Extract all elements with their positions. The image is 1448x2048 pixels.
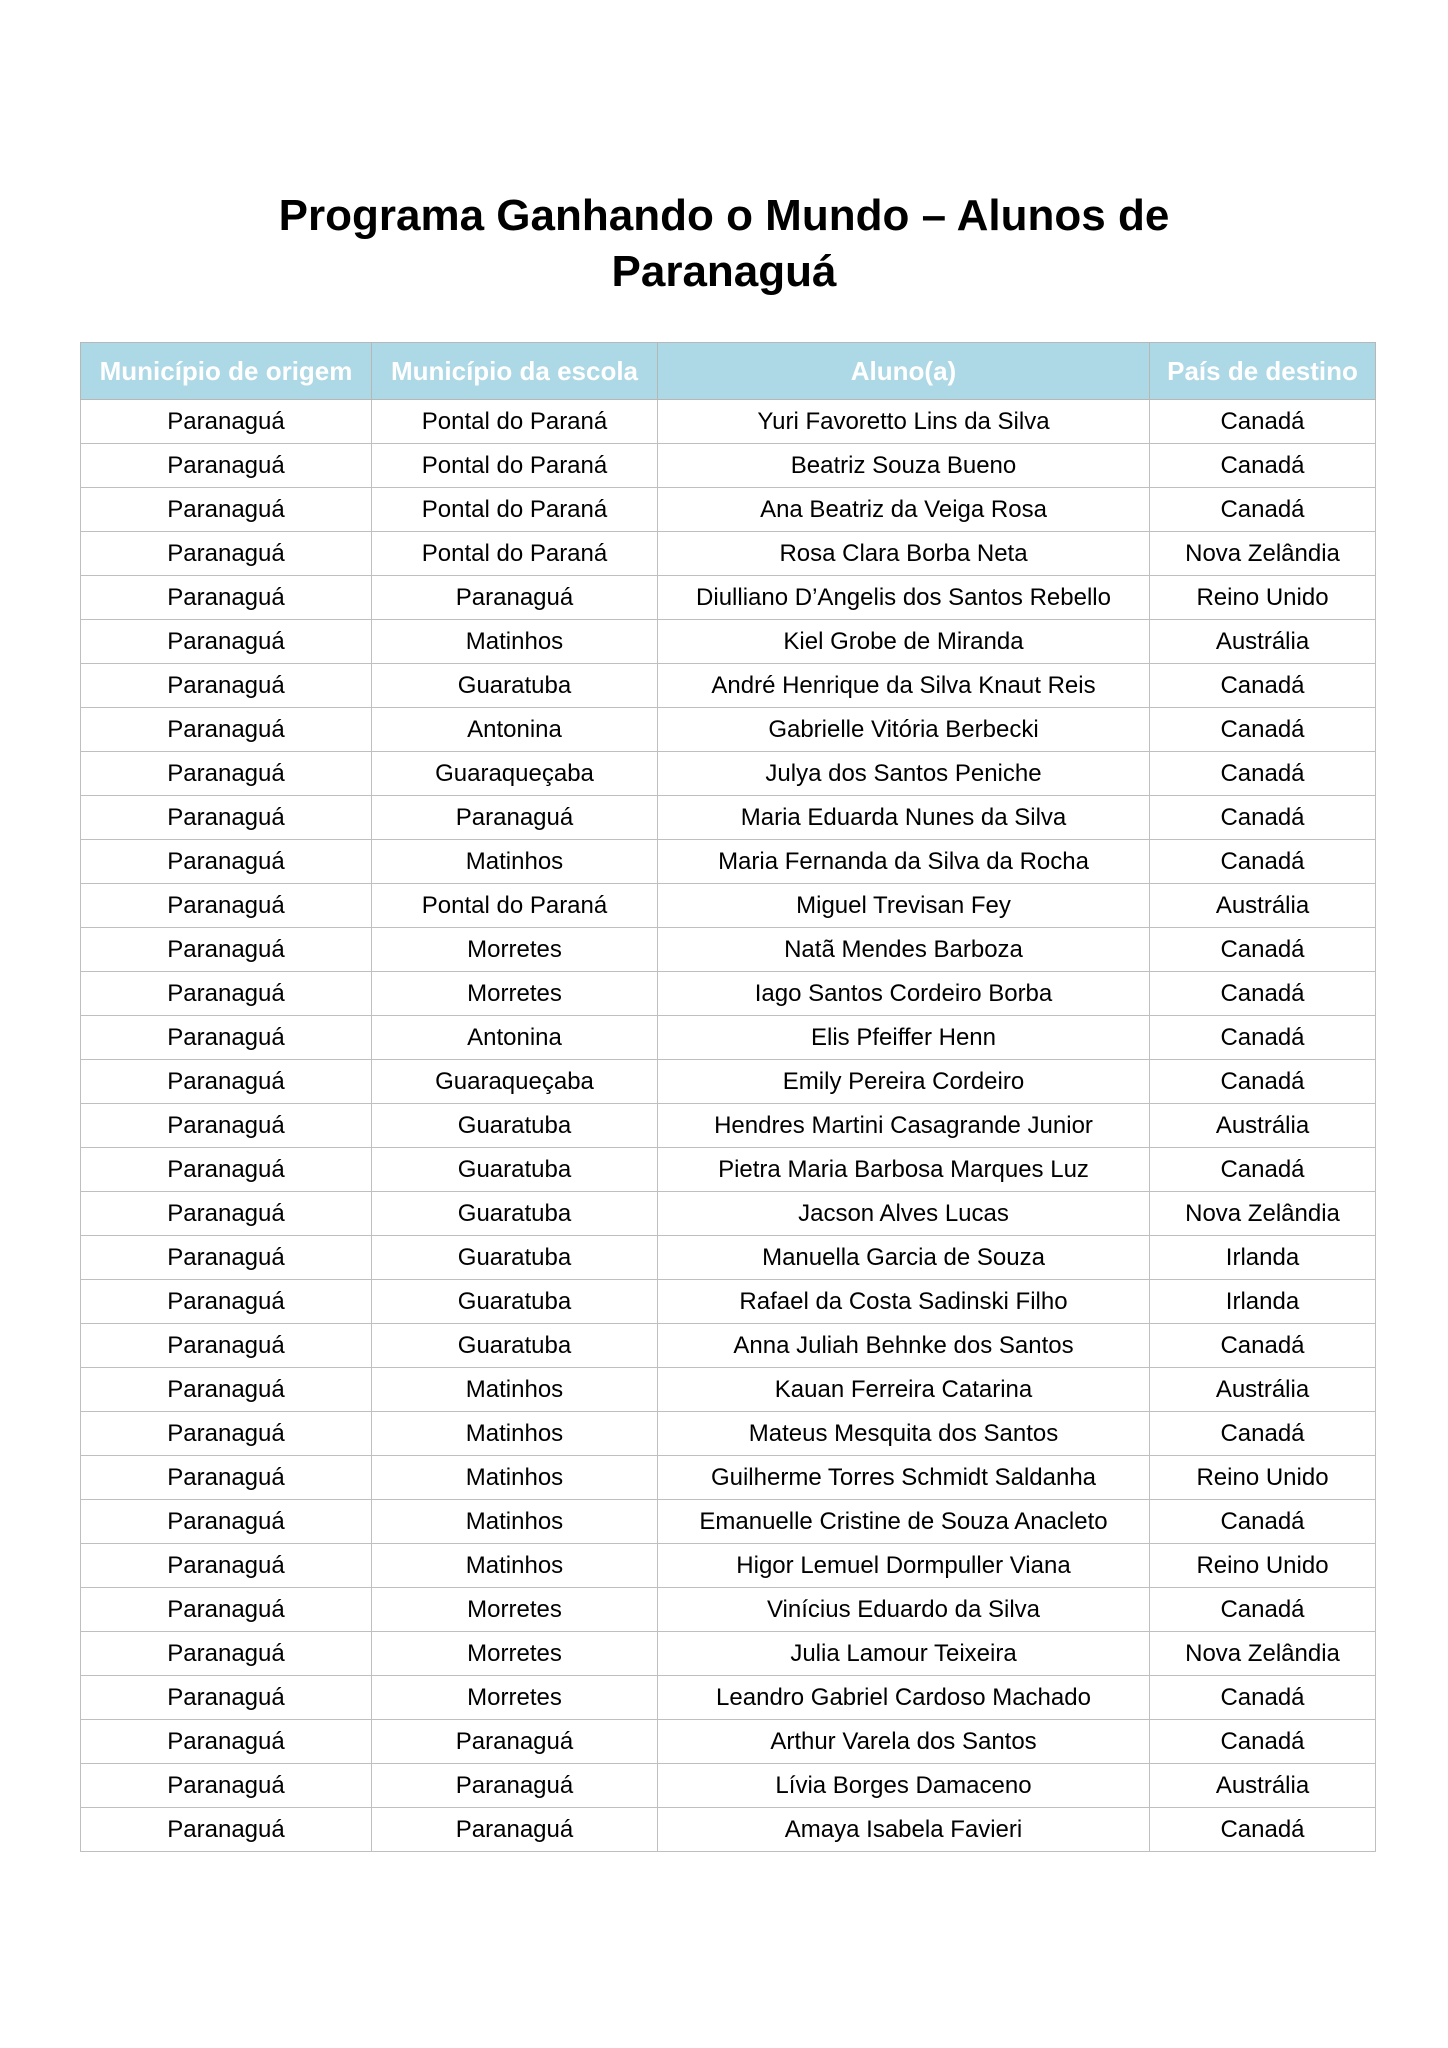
table-row — [81, 444, 1376, 488]
cell-pais-destino: Canadá — [1150, 796, 1376, 840]
table-row — [81, 1148, 1376, 1192]
table-row — [81, 1500, 1376, 1544]
cell-municipio-escola: Guaratuba — [372, 664, 658, 708]
cell-municipio-origem: Paranaguá — [81, 1060, 372, 1104]
cell-municipio-origem: Paranaguá — [81, 1720, 372, 1764]
table-row — [81, 1676, 1376, 1720]
cell-municipio-origem: Paranaguá — [81, 532, 372, 576]
table-row — [81, 1412, 1376, 1456]
cell-aluno: Arthur Varela dos Santos — [658, 1720, 1150, 1764]
cell-municipio-escola: Paranaguá — [372, 796, 658, 840]
table-row — [81, 620, 1376, 664]
cell-pais-destino: Canadá — [1150, 928, 1376, 972]
cell-pais-destino: Reino Unido — [1150, 1544, 1376, 1588]
cell-pais-destino: Canadá — [1150, 1808, 1376, 1852]
cell-municipio-escola: Guaratuba — [372, 1192, 658, 1236]
cell-pais-destino: Reino Unido — [1150, 1456, 1376, 1500]
table-row — [81, 1236, 1376, 1280]
cell-municipio-escola: Antonina — [372, 1016, 658, 1060]
cell-municipio-escola: Antonina — [372, 708, 658, 752]
cell-municipio-origem: Paranaguá — [81, 928, 372, 972]
cell-pais-destino: Canadá — [1150, 1588, 1376, 1632]
cell-aluno: Vinícius Eduardo da Silva — [658, 1588, 1150, 1632]
cell-aluno: Amaya Isabela Favieri — [658, 1808, 1150, 1852]
cell-aluno: Emanuelle Cristine de Souza Anacleto — [658, 1500, 1150, 1544]
cell-aluno: Emily Pereira Cordeiro — [658, 1060, 1150, 1104]
cell-aluno: Anna Juliah Behnke dos Santos — [658, 1324, 1150, 1368]
cell-aluno: Rosa Clara Borba Neta — [658, 532, 1150, 576]
cell-municipio-escola: Guaratuba — [372, 1104, 658, 1148]
cell-pais-destino: Canadá — [1150, 708, 1376, 752]
cell-municipio-origem: Paranaguá — [81, 1324, 372, 1368]
cell-municipio-escola: Matinhos — [372, 620, 658, 664]
cell-pais-destino: Canadá — [1150, 752, 1376, 796]
cell-pais-destino: Nova Zelândia — [1150, 1632, 1376, 1676]
cell-pais-destino: Reino Unido — [1150, 576, 1376, 620]
cell-aluno: Mateus Mesquita dos Santos — [658, 1412, 1150, 1456]
table-row — [81, 1456, 1376, 1500]
cell-municipio-escola: Morretes — [372, 928, 658, 972]
table-row — [81, 840, 1376, 884]
header-municipio-origem: Município de origem — [81, 343, 372, 400]
cell-pais-destino: Nova Zelândia — [1150, 532, 1376, 576]
cell-municipio-origem: Paranaguá — [81, 1632, 372, 1676]
cell-municipio-origem: Paranaguá — [81, 664, 372, 708]
cell-pais-destino: Austrália — [1150, 1764, 1376, 1808]
table-row — [81, 1324, 1376, 1368]
cell-aluno: Ana Beatriz da Veiga Rosa — [658, 488, 1150, 532]
cell-pais-destino: Canadá — [1150, 972, 1376, 1016]
table-row — [81, 928, 1376, 972]
cell-municipio-escola: Matinhos — [372, 1500, 658, 1544]
cell-aluno: Miguel Trevisan Fey — [658, 884, 1150, 928]
cell-municipio-origem: Paranaguá — [81, 1676, 372, 1720]
cell-pais-destino: Canadá — [1150, 1500, 1376, 1544]
cell-aluno: André Henrique da Silva Knaut Reis — [658, 664, 1150, 708]
cell-municipio-escola: Matinhos — [372, 840, 658, 884]
cell-municipio-escola: Pontal do Paraná — [372, 400, 658, 444]
cell-aluno: Iago Santos Cordeiro Borba — [658, 972, 1150, 1016]
cell-municipio-escola: Paranaguá — [372, 1764, 658, 1808]
cell-municipio-origem: Paranaguá — [81, 1544, 372, 1588]
cell-aluno: Guilherme Torres Schmidt Saldanha — [658, 1456, 1150, 1500]
table-row — [81, 1016, 1376, 1060]
cell-municipio-origem: Paranaguá — [81, 620, 372, 664]
cell-pais-destino: Nova Zelândia — [1150, 1192, 1376, 1236]
header-aluno: Aluno(a) — [658, 343, 1150, 400]
cell-municipio-origem: Paranaguá — [81, 1104, 372, 1148]
table-row — [81, 664, 1376, 708]
cell-pais-destino: Irlanda — [1150, 1236, 1376, 1280]
table-row — [81, 796, 1376, 840]
cell-municipio-escola: Pontal do Paraná — [372, 532, 658, 576]
cell-municipio-escola: Paranaguá — [372, 1720, 658, 1764]
cell-municipio-escola: Matinhos — [372, 1368, 658, 1412]
cell-aluno: Higor Lemuel Dormpuller Viana — [658, 1544, 1150, 1588]
cell-municipio-escola: Paranaguá — [372, 1808, 658, 1852]
cell-municipio-origem: Paranaguá — [81, 1280, 372, 1324]
cell-aluno: Jacson Alves Lucas — [658, 1192, 1150, 1236]
table-row — [81, 1544, 1376, 1588]
cell-municipio-origem: Paranaguá — [81, 576, 372, 620]
table-row — [81, 752, 1376, 796]
cell-municipio-origem: Paranaguá — [81, 1192, 372, 1236]
table-row — [81, 1060, 1376, 1104]
cell-aluno: Hendres Martini Casagrande Junior — [658, 1104, 1150, 1148]
table-row — [81, 1280, 1376, 1324]
table-row — [81, 1632, 1376, 1676]
cell-municipio-escola: Guaratuba — [372, 1148, 658, 1192]
cell-aluno: Yuri Favoretto Lins da Silva — [658, 400, 1150, 444]
cell-municipio-escola: Pontal do Paraná — [372, 884, 658, 928]
table-row — [81, 884, 1376, 928]
cell-pais-destino: Canadá — [1150, 664, 1376, 708]
cell-municipio-escola: Pontal do Paraná — [372, 488, 658, 532]
cell-municipio-escola: Paranaguá — [372, 576, 658, 620]
cell-municipio-origem: Paranaguá — [81, 1588, 372, 1632]
cell-municipio-origem: Paranaguá — [81, 1808, 372, 1852]
table-row — [81, 400, 1376, 444]
cell-municipio-escola: Guaraqueçaba — [372, 752, 658, 796]
cell-municipio-origem: Paranaguá — [81, 1412, 372, 1456]
table-row — [81, 488, 1376, 532]
cell-municipio-escola: Matinhos — [372, 1544, 658, 1588]
table-body — [81, 400, 1376, 1852]
cell-municipio-origem: Paranaguá — [81, 1236, 372, 1280]
cell-aluno: Beatriz Souza Bueno — [658, 444, 1150, 488]
cell-aluno: Elis Pfeiffer Henn — [658, 1016, 1150, 1060]
cell-pais-destino: Canadá — [1150, 1060, 1376, 1104]
cell-municipio-origem: Paranaguá — [81, 1500, 372, 1544]
cell-municipio-origem: Paranaguá — [81, 488, 372, 532]
cell-aluno: Julya dos Santos Peniche — [658, 752, 1150, 796]
cell-aluno: Lívia Borges Damaceno — [658, 1764, 1150, 1808]
table-row — [81, 1368, 1376, 1412]
header-pais-destino: País de destino — [1150, 343, 1376, 400]
table-row — [81, 532, 1376, 576]
cell-municipio-escola: Guaratuba — [372, 1236, 658, 1280]
cell-municipio-escola: Morretes — [372, 1588, 658, 1632]
cell-municipio-escola: Matinhos — [372, 1456, 658, 1500]
cell-pais-destino: Canadá — [1150, 1148, 1376, 1192]
cell-municipio-escola: Matinhos — [372, 1412, 658, 1456]
cell-municipio-origem: Paranaguá — [81, 1456, 372, 1500]
cell-aluno: Kauan Ferreira Catarina — [658, 1368, 1150, 1412]
students-table — [80, 342, 1376, 1852]
cell-pais-destino: Austrália — [1150, 1368, 1376, 1412]
cell-aluno: Julia Lamour Teixeira — [658, 1632, 1150, 1676]
cell-municipio-origem: Paranaguá — [81, 1148, 372, 1192]
cell-municipio-origem: Paranaguá — [81, 752, 372, 796]
cell-aluno: Natã Mendes Barboza — [658, 928, 1150, 972]
cell-aluno: Leandro Gabriel Cardoso Machado — [658, 1676, 1150, 1720]
cell-municipio-escola: Guaraqueçaba — [372, 1060, 658, 1104]
cell-municipio-origem: Paranaguá — [81, 708, 372, 752]
table-row — [81, 1588, 1376, 1632]
cell-municipio-escola: Morretes — [372, 1632, 658, 1676]
cell-municipio-escola: Pontal do Paraná — [372, 444, 658, 488]
table-row — [81, 1808, 1376, 1852]
cell-aluno: Manuella Garcia de Souza — [658, 1236, 1150, 1280]
table-row — [81, 972, 1376, 1016]
cell-municipio-origem: Paranaguá — [81, 400, 372, 444]
cell-aluno: Pietra Maria Barbosa Marques Luz — [658, 1148, 1150, 1192]
cell-municipio-origem: Paranaguá — [81, 1368, 372, 1412]
cell-pais-destino: Canadá — [1150, 488, 1376, 532]
cell-aluno: Kiel Grobe de Miranda — [658, 620, 1150, 664]
cell-pais-destino: Irlanda — [1150, 1280, 1376, 1324]
cell-municipio-escola: Guaratuba — [372, 1324, 658, 1368]
table-header-row — [81, 343, 1376, 400]
cell-municipio-origem: Paranaguá — [81, 1764, 372, 1808]
cell-municipio-origem: Paranaguá — [81, 884, 372, 928]
cell-pais-destino: Canadá — [1150, 1720, 1376, 1764]
cell-pais-destino: Canadá — [1150, 444, 1376, 488]
cell-municipio-origem: Paranaguá — [81, 840, 372, 884]
cell-pais-destino: Austrália — [1150, 620, 1376, 664]
cell-municipio-origem: Paranaguá — [81, 1016, 372, 1060]
cell-municipio-origem: Paranaguá — [81, 796, 372, 840]
cell-aluno: Diulliano D’Angelis dos Santos Rebello — [658, 576, 1150, 620]
header-municipio-escola: Município da escola — [372, 343, 658, 400]
cell-aluno: Maria Fernanda da Silva da Rocha — [658, 840, 1150, 884]
table-row — [81, 1720, 1376, 1764]
cell-aluno: Maria Eduarda Nunes da Silva — [658, 796, 1150, 840]
cell-pais-destino: Austrália — [1150, 1104, 1376, 1148]
table-row — [81, 1104, 1376, 1148]
cell-pais-destino: Canadá — [1150, 1676, 1376, 1720]
cell-pais-destino: Austrália — [1150, 884, 1376, 928]
cell-aluno: Gabrielle Vitória Berbecki — [658, 708, 1150, 752]
table-row — [81, 1192, 1376, 1236]
table-row — [81, 576, 1376, 620]
cell-pais-destino: Canadá — [1150, 400, 1376, 444]
table-row — [81, 708, 1376, 752]
cell-municipio-escola: Morretes — [372, 972, 658, 1016]
cell-pais-destino: Canadá — [1150, 840, 1376, 884]
cell-municipio-escola: Morretes — [372, 1676, 658, 1720]
cell-municipio-origem: Paranaguá — [81, 444, 372, 488]
cell-aluno: Rafael da Costa Sadinski Filho — [658, 1280, 1150, 1324]
cell-pais-destino: Canadá — [1150, 1324, 1376, 1368]
cell-municipio-escola: Guaratuba — [372, 1280, 658, 1324]
table-row — [81, 1764, 1376, 1808]
cell-pais-destino: Canadá — [1150, 1016, 1376, 1060]
cell-municipio-origem: Paranaguá — [81, 972, 372, 1016]
cell-pais-destino: Canadá — [1150, 1412, 1376, 1456]
page-title: Programa Ganhando o Mundo – Alunos de Paranaguá — [278, 191, 1170, 296]
